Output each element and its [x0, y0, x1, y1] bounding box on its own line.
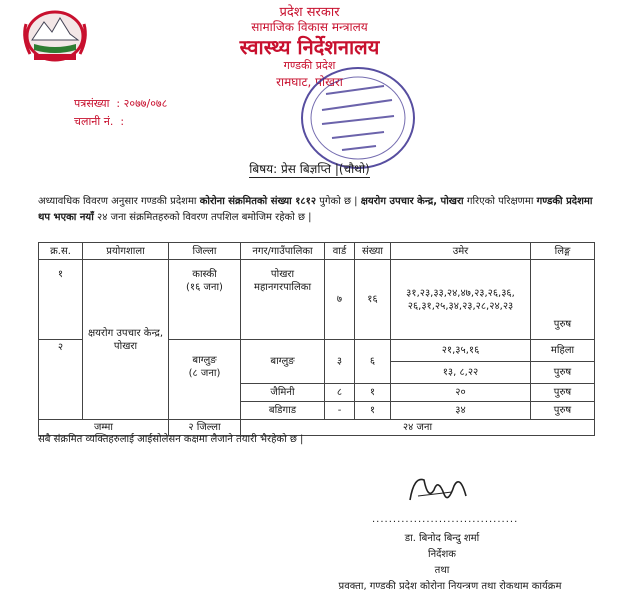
age-cell: २१,३५,१६ [391, 340, 531, 362]
count-cell: १ [355, 384, 391, 402]
signatory-name: डा. बिनोद बिन्दु शर्मा [404, 533, 480, 544]
ward-cell: ७ [325, 260, 355, 340]
gender-cell: पुरुष [531, 362, 595, 384]
intro-paragraph: अध्यावधिक विवरण अनुसार गण्डकी प्रदेशमा कोरोना संक्रमितको संख्या १८१२ पुगेको छ | क्षयरोग उपचार केन्द्र, पोखरा गरिएको परिक्षणमा गण्डकी प्रदेशमा थप भएका नयाँ २४ जना संक्रमितहरुको विवरण तपशिल बमोजिम रहेको छ | [38, 196, 593, 223]
age-cell: २० [391, 384, 531, 402]
table-header-row [39, 243, 595, 260]
signatory-title: निर्देशक [428, 549, 456, 560]
ward-cell: - [325, 402, 355, 420]
signature-image [404, 470, 474, 510]
municipality-cell: बडिगाड [241, 402, 325, 420]
header-province: गण्डकी प्रदेश [283, 59, 336, 72]
ward-cell: ८ [325, 384, 355, 402]
count-cell: १६ [355, 260, 391, 340]
header-cell: संख्या [355, 243, 391, 260]
signatory-role: प्रवक्ता, गण्डकी प्रदेश कोरोना नियन्त्रण तथा रोकथाम कार्यक्रम [338, 581, 562, 592]
subject-line: बिषय: प्रेस बिज्ञप्ति |(चौथो) [249, 162, 370, 176]
header-cell: क्र.स. [39, 243, 83, 260]
isolation-note: सबै संक्रमित व्यक्तिहरुलाई आईसोलेसन कक्षमा लैजाने तयारी भैरहेको छ | [38, 434, 304, 445]
signatory-conjunction: तथा [434, 565, 450, 576]
ward-cell: ३ [325, 340, 355, 384]
total-districts: २ जिल्ला [169, 420, 241, 436]
serial-cell: १ [39, 260, 83, 340]
district-cell [169, 340, 241, 420]
age-cell: १३, ८,२२ [391, 362, 531, 384]
municipality-cell: पोखरा महानगरपालिका [241, 260, 325, 340]
header-province-govt: प्रदेश सरकार [279, 5, 340, 20]
gender-cell: पुरुष [531, 260, 595, 340]
header-cell: लिङ्ग [531, 243, 595, 260]
age-cell: ३१,२३,३३,२४,४७,२३,२६,३६, २६,३१,२५,३४,२३,२८,२४,२३ [391, 260, 531, 340]
total-label: जम्मा [39, 420, 169, 436]
district-count: (१६ जना) [186, 282, 223, 293]
letter-number: पत्रसंख्या : २०७७/०७८ [74, 97, 168, 110]
cases-table [38, 242, 595, 436]
header-cell: प्रयोगशाला [83, 243, 169, 260]
table-row [39, 260, 595, 340]
municipality-cell: बाग्लुङ [241, 340, 325, 384]
municipality-cell: जैमिनी [241, 384, 325, 402]
dispatch-number: चलानी नं. : [74, 115, 125, 128]
serial-cell: २ [39, 340, 83, 420]
header-ministry: सामाजिक विकास मन्त्रालय [251, 20, 368, 34]
header-cell: नगर/गाउँपालिका [241, 243, 325, 260]
gender-cell: पुरुष [531, 402, 595, 420]
header-cell: जिल्ला [169, 243, 241, 260]
header-directorate: स्वास्थ्य निर्देशनालय [239, 35, 380, 59]
header-address: रामघाट, पोखरा [276, 75, 343, 89]
lab-cell: क्षयरोग उपचार केन्द्र, पोखरा [83, 260, 169, 420]
count-cell: १ [355, 402, 391, 420]
signature-dots: ................................... [372, 514, 519, 525]
header-cell: उमेर [391, 243, 531, 260]
age-cell: ३४ [391, 402, 531, 420]
count-cell: ६ [355, 340, 391, 384]
total-count: २४ जना [241, 420, 595, 436]
gender-cell: पुरुष [531, 384, 595, 402]
district-name: कास्की [192, 269, 217, 280]
district-count: (८ जना) [188, 368, 221, 379]
gender-cell: महिला [531, 340, 595, 362]
header-cell: वार्ड [325, 243, 355, 260]
district-name: बाग्लुङ [192, 355, 217, 366]
district-cell [169, 260, 241, 340]
